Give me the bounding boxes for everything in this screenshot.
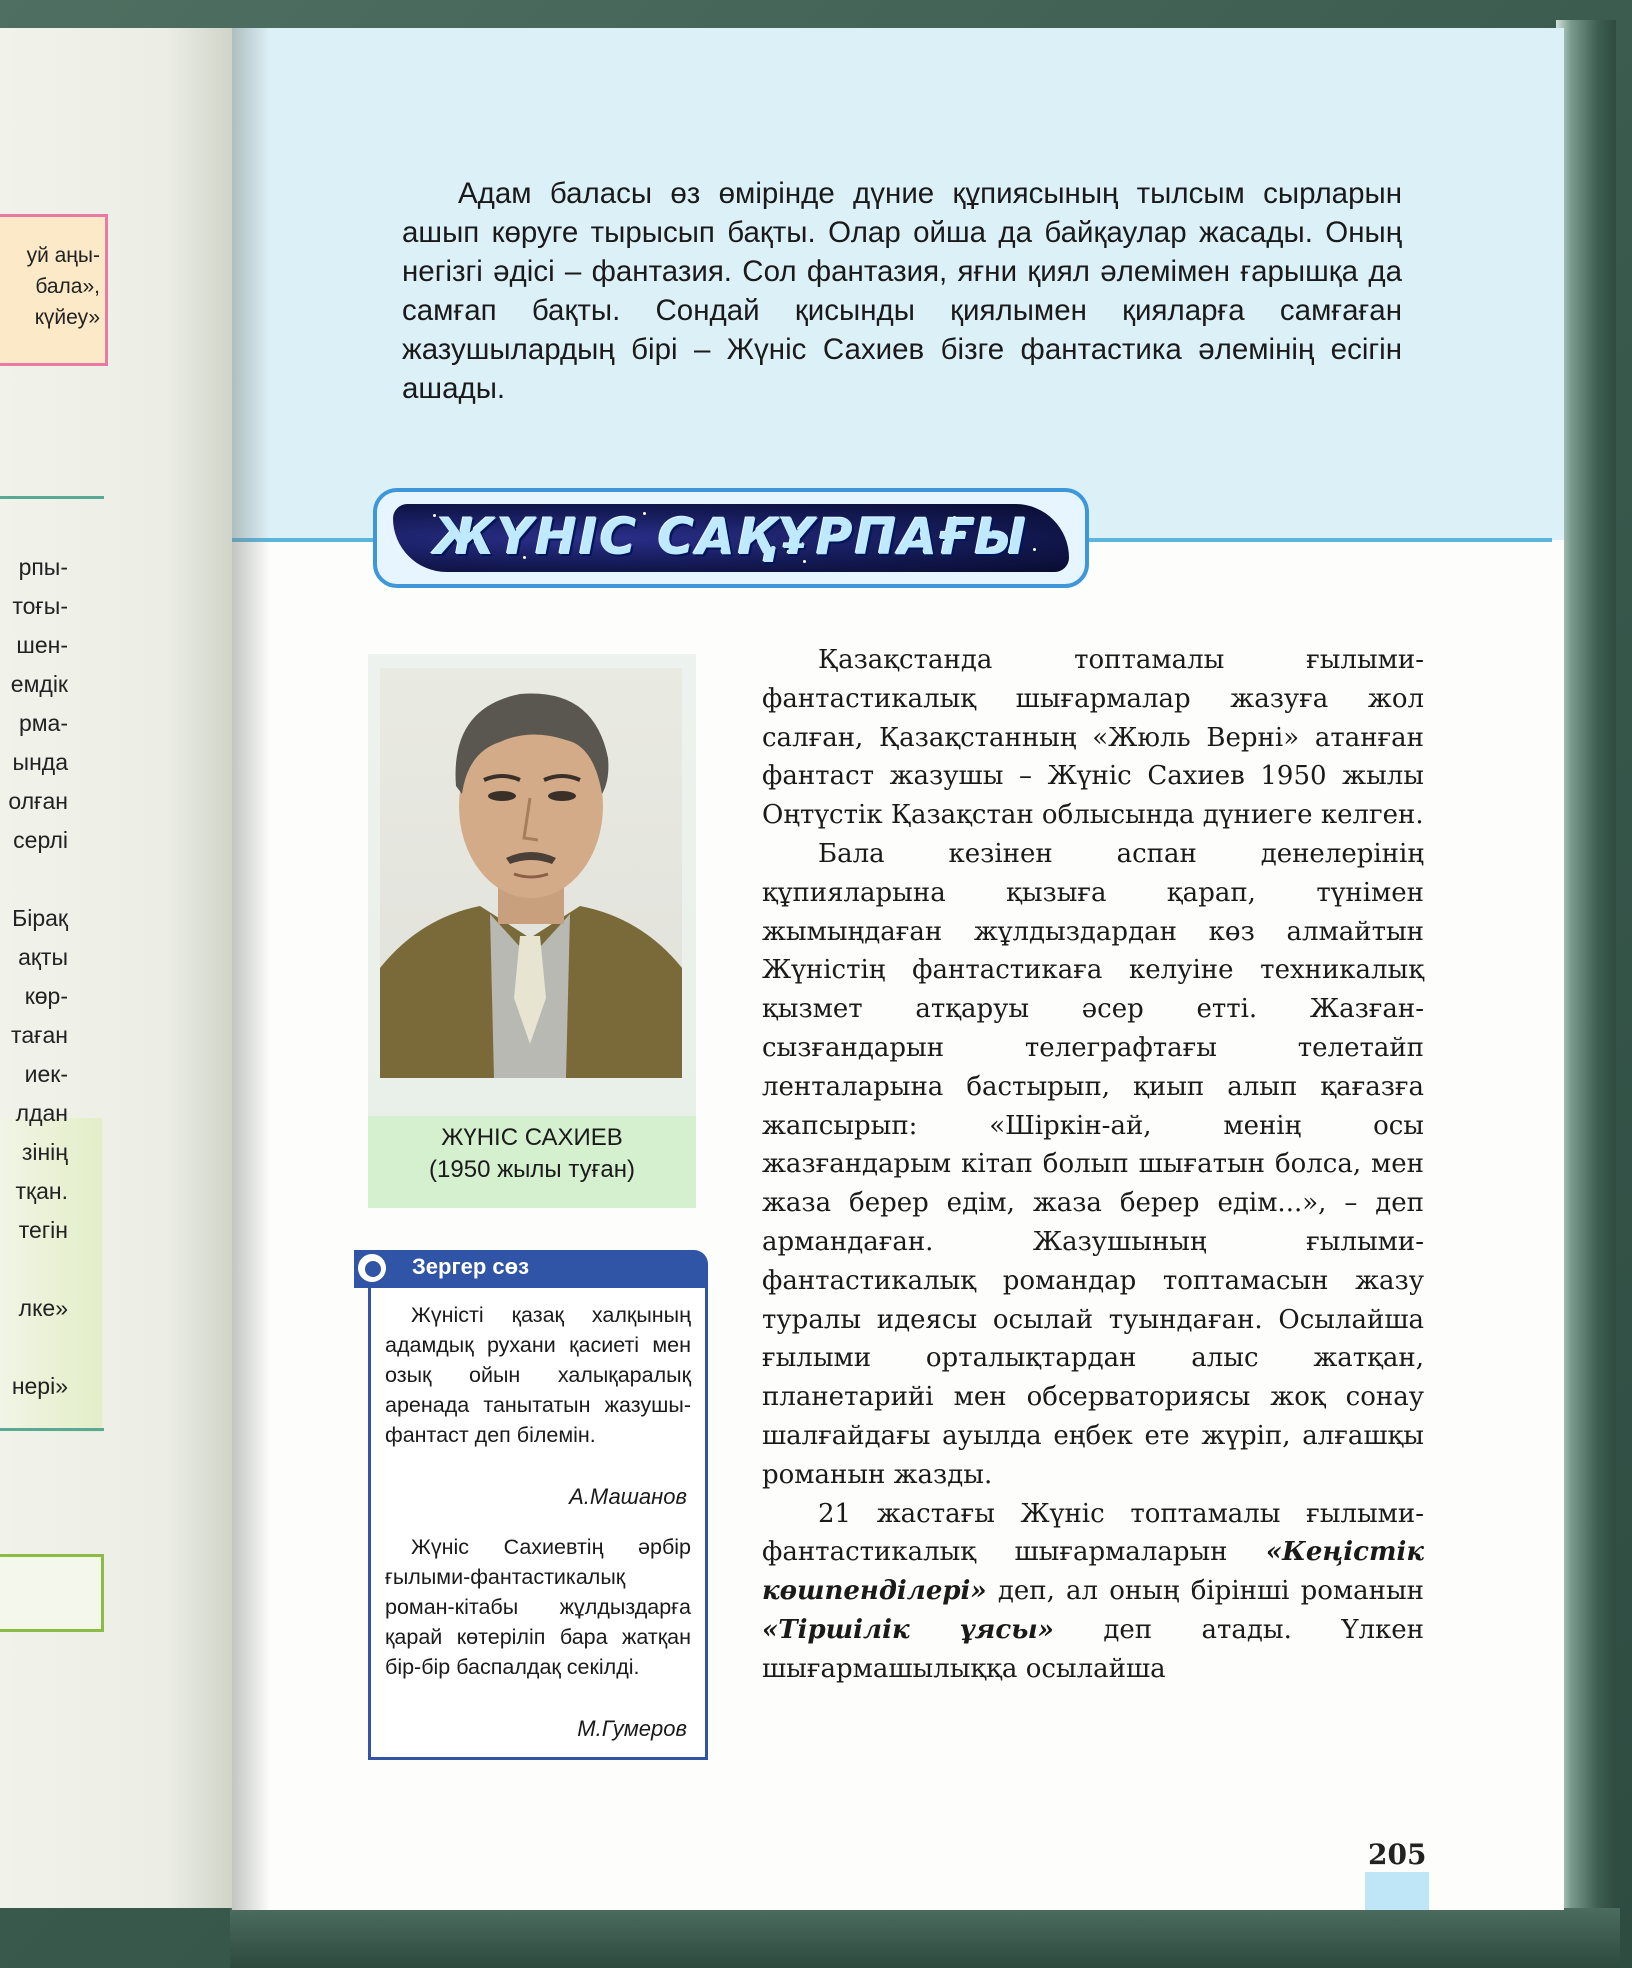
book-series-title: «Кеңістік көшпенділері»	[762, 1537, 1424, 1607]
caption-years: (1950 жылы туған)	[429, 1156, 635, 1183]
left-page-line: рма-	[18, 710, 68, 736]
left-page-line: зінің	[21, 1139, 68, 1165]
left-page-line: серлі	[13, 827, 68, 853]
left-page-line: көр-	[24, 983, 68, 1009]
intro-paragraph: Адам баласы өз өмірінде дүние құпиясының тылсым сырларын ашып көруге тырысып бақты. Олар ойша да байқаулар жасады. Оның негізгі әдісі – фантазия. Сол фантазия, яғни қиял әлемімен ғарышқа да самғап бақты. Сондай қисынды қиялымен қияларға самғаған жазушылардың бірі – Жүніс Сахиев бізге фантастика әлемінің есігін ашады.	[402, 177, 1402, 405]
left-page-line: тқан.	[15, 1178, 68, 1204]
cover-edge	[1556, 20, 1616, 1940]
left-page-line: тегін	[18, 1217, 68, 1243]
left-page-line: таған	[11, 1022, 68, 1048]
right-page	[232, 28, 1564, 1910]
body-paragraph: Қазақстанда топтамалы ғылыми-фантастикалық шығармалар жазуға жол салған, Қазақстанның «Жюль Верні» атанған фантаст жазушы – Жүніс Сахиев 1950 жылы Оңтүстік Қазақстан облысында дүниеге келген.	[762, 645, 1424, 831]
left-pink-line: бала»,	[35, 275, 100, 298]
left-page-line	[0, 860, 68, 899]
title-banner	[373, 488, 1089, 588]
quote-text: Жүніс Сахиевтің әрбір ғылыми-фантастикалық роман-кітабы жұлдыздарға қарай көтеріліп бара жатқан бір-бір баспалдақ секілді.	[385, 1535, 691, 1679]
left-page-line: нері»	[11, 1373, 68, 1399]
cover-bottom-edge	[230, 1908, 1620, 1968]
quote-box-title: Зергер сөз	[412, 1254, 530, 1279]
left-page-line: олған	[8, 788, 68, 814]
caption-name: ЖҮНІС САХИЕВ	[441, 1124, 623, 1151]
left-divider-2	[0, 1428, 104, 1431]
left-page-line: Бірақ	[12, 905, 68, 931]
novel-title: «Тіршілік ұясы»	[762, 1614, 1054, 1645]
body-text-run: деп атады. Үлкен шығармашылыққа осылайша	[762, 1614, 1424, 1684]
quote-author: М.Гумеров	[577, 1716, 687, 1741]
title-banner-inner	[393, 504, 1069, 572]
left-page-text	[0, 548, 68, 1406]
left-page-line: емдік	[10, 671, 68, 697]
left-page-line: иек-	[24, 1061, 68, 1087]
article-body	[762, 641, 1424, 1689]
left-pink-box-text	[6, 240, 100, 333]
page-gutter-shadow	[232, 28, 270, 1910]
left-page-line: лдан	[15, 1100, 68, 1126]
portrait-illustration	[380, 668, 682, 1078]
body-paragraph	[762, 1495, 1424, 1689]
bullet-circle-icon	[354, 1250, 390, 1286]
left-page-line: ында	[12, 749, 68, 775]
intro-text	[402, 174, 1402, 408]
left-green-box	[0, 1554, 104, 1632]
author-portrait	[380, 668, 682, 1078]
body-text-run: деп, ал оның бірінші романын	[986, 1576, 1424, 1607]
left-pink-line: күйеу»	[34, 306, 100, 329]
body-text-run: 21 жастағы Жүніс топтамалы ғылыми-фантастикалық шығармаларын	[762, 1498, 1424, 1568]
left-pink-line: уй аңы-	[26, 244, 100, 267]
left-page	[0, 28, 236, 1908]
left-page-line: ақты	[18, 944, 68, 970]
page-number: 205	[1368, 1838, 1427, 1871]
left-page-line: тоғы-	[12, 593, 68, 619]
left-page-line: лке»	[18, 1295, 68, 1321]
quote-author: А.Машанов	[569, 1484, 687, 1509]
body-paragraph: Бала кезінен аспан денелерінің құпияларына қызыға қарап, түнімен жымыңдаған жұлдыздардан көз алмайтын Жүністің фантастикаға келуіне техникалық қызмет атқаруы әсер етті. Жазған-сызғандарын телеграфтағы телетайп ленталарына бастырып, қиып алып қағазға жапсырып: «Шіркін-ай, менің осы жазғандарым кітап болып шығатын болса, мен жаза берер едім, жаза берер едім...», – деп армандаған. Жазушының ғылыми-фантастикалық романдар топтамасын жазу туралы идеясы осылай туындаған. Осылайша ғылыми орталықтардан алыс жатқан, планетарийі мен обсерваториясы жоқ сонау шалғайдағы ауылда еңбек ете жүріп, алғашқы романын жазды.	[762, 838, 1424, 1490]
page-number-tab	[1365, 1872, 1429, 1910]
left-divider	[0, 496, 104, 499]
quote-text: Жүністі қазақ халқының адамдық рухани қасиеті мен озық ойын халықаралық аренада танытатын жазушы-фантаст деп білемін.	[385, 1303, 691, 1447]
quote-box	[368, 1288, 708, 1760]
left-page-line	[0, 1250, 68, 1289]
portrait-caption	[368, 1116, 696, 1208]
banner-title: ЖҮНІС САҚҰРПАҒЫ	[433, 508, 1029, 566]
left-page-line: шен-	[16, 632, 68, 658]
left-page-line	[0, 1328, 68, 1367]
quote-header-bar	[354, 1250, 708, 1288]
left-page-line: рпы-	[18, 554, 68, 580]
